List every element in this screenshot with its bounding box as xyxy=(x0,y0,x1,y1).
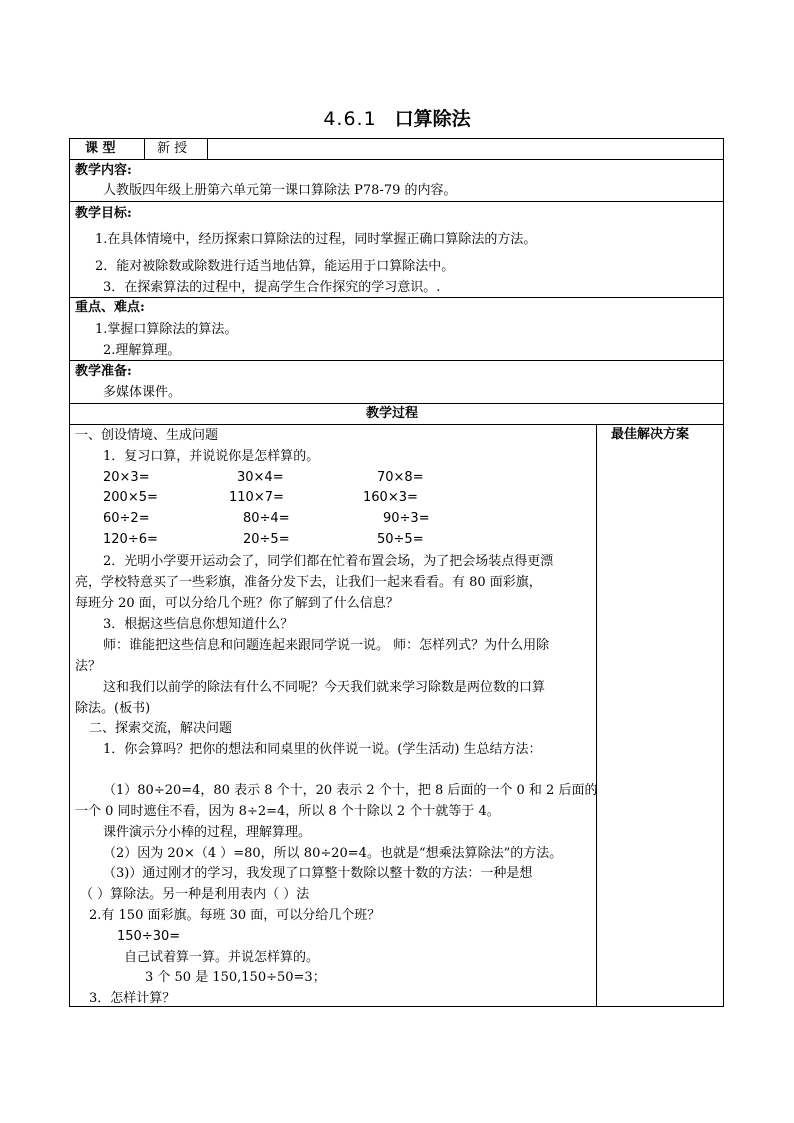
exercise-item: 120÷6= xyxy=(103,532,158,547)
process-line: （ ）算除法。另一种是利用表内（ ）法 xyxy=(80,887,310,902)
exercise-item: 80÷4= xyxy=(243,511,290,526)
process-line: 二、探索交流，解决问题 xyxy=(89,721,233,736)
exercise-item: 90÷3= xyxy=(383,511,430,526)
solution-heading: 最佳解决方案 xyxy=(611,427,690,442)
exercise-item: 20÷5= xyxy=(243,532,290,547)
process-line: 3．根据这些信息你想知道什么？ xyxy=(103,617,294,632)
process-line: （2）因为 20×（4 ）=80，所以 80÷20=4。也就是“想乘法算除法”的方法。 xyxy=(103,846,563,861)
process-line: 一个 0 同时遮住不看，因为 8÷2=4，所以 8 个十除以 2 个十就等于 4。 xyxy=(75,804,500,819)
exercise-item: 110×7= xyxy=(229,490,284,505)
process-line: 这和我们以前学的除法有什么不同呢？今天我们就来学习除数是两位数的口算 xyxy=(103,680,546,695)
process-line: 自己试着算一算。并说怎样算的。 xyxy=(124,950,320,965)
goal-item: 1.在具体情境中，经历探索口算除法的过程，同时掌握正确口算除法的方法。 xyxy=(95,232,537,247)
goal-item: 2．能对被除数或除数进行适当地估算，能运用于口算除法中。 xyxy=(95,259,455,274)
process-line: 一、创设情境、生成问题 xyxy=(75,428,219,443)
process-line: 1．复习口算，并说说你是怎样算的。 xyxy=(103,449,320,464)
page-title xyxy=(0,104,794,131)
exercise-item: 70×8= xyxy=(377,470,424,485)
process-line: 2.有 150 面彩旗。每班 30 面，可以分给几个班？ xyxy=(89,908,381,923)
process-line: （3)）通过刚才的学习，我发现了口算整十数除以整十数的方法：一种是想 xyxy=(103,866,533,881)
process-line: 2．光明小学要开运动会了，同学们都在忙着布置会场，为了把会场装点得更漂 xyxy=(103,554,554,569)
process-line: 亮，学校特意买了一些彩旗，准备分发下去，让我们一起来看看。有 80 面彩旗， xyxy=(75,575,542,590)
content-heading: 教学内容: xyxy=(75,163,132,178)
process-line: 师：谁能把这些信息和问题连起来跟同学说一说。 师：怎样列式？为什么用除 xyxy=(103,638,550,653)
lesson-title: 口算除法 xyxy=(394,108,471,130)
exercise-item: 60÷2= xyxy=(103,511,150,526)
prep-heading: 教学准备: xyxy=(75,364,132,379)
content-text: 人教版四年级上册第六单元第一课口算除法 P78-79 的内容。 xyxy=(103,183,457,198)
process-line: （1）80÷20=4，80 表示 8 个十，20 表示 2 个十，把 8 后面的一个 0 和 2 后面的 xyxy=(103,783,598,798)
process-heading: 教学过程 xyxy=(366,406,419,421)
lesson-type-label: 课 型 xyxy=(85,141,116,156)
process-line: 1．你会算吗？把你的想法和同桌里的伙伴说一说。(学生活动) 生总结方法： xyxy=(103,742,542,757)
keypoints-heading: 重点、难点: xyxy=(75,300,145,315)
process-line: 3．怎样计算？ xyxy=(89,991,176,1006)
prep-text: 多媒体课件。 xyxy=(103,385,182,400)
keypoint-item: 1.掌握口算除法的算法。 xyxy=(95,322,238,337)
exercise-item: 160×3= xyxy=(363,490,418,505)
exercise-item: 30×4= xyxy=(237,470,284,485)
exercise-item: 50÷5= xyxy=(377,532,424,547)
process-line: 法？ xyxy=(75,659,102,674)
process-line: 3 个 50 是 150,150÷50=3； xyxy=(145,970,326,985)
goals-heading: 教学目标: xyxy=(75,206,132,221)
process-line: 除法。(板书) xyxy=(75,701,151,716)
process-line: 每班分 20 面，可以分给几个班？你了解到了什么信息？ xyxy=(75,596,399,611)
exercise-item: 200×5= xyxy=(103,490,158,505)
lesson-number: 4.6.1 xyxy=(323,108,377,130)
process-line: 课件演示分小棒的过程，理解算理。 xyxy=(103,825,312,840)
goal-item: 3．在探索算法的过程中，提高学生合作探究的学习意识。. xyxy=(103,280,441,295)
process-line: 150÷30= xyxy=(117,929,181,944)
exercise-item: 20×3= xyxy=(103,470,150,485)
keypoint-item: 2.理解算理。 xyxy=(103,343,181,358)
lesson-type-value: 新 授 xyxy=(157,141,188,156)
